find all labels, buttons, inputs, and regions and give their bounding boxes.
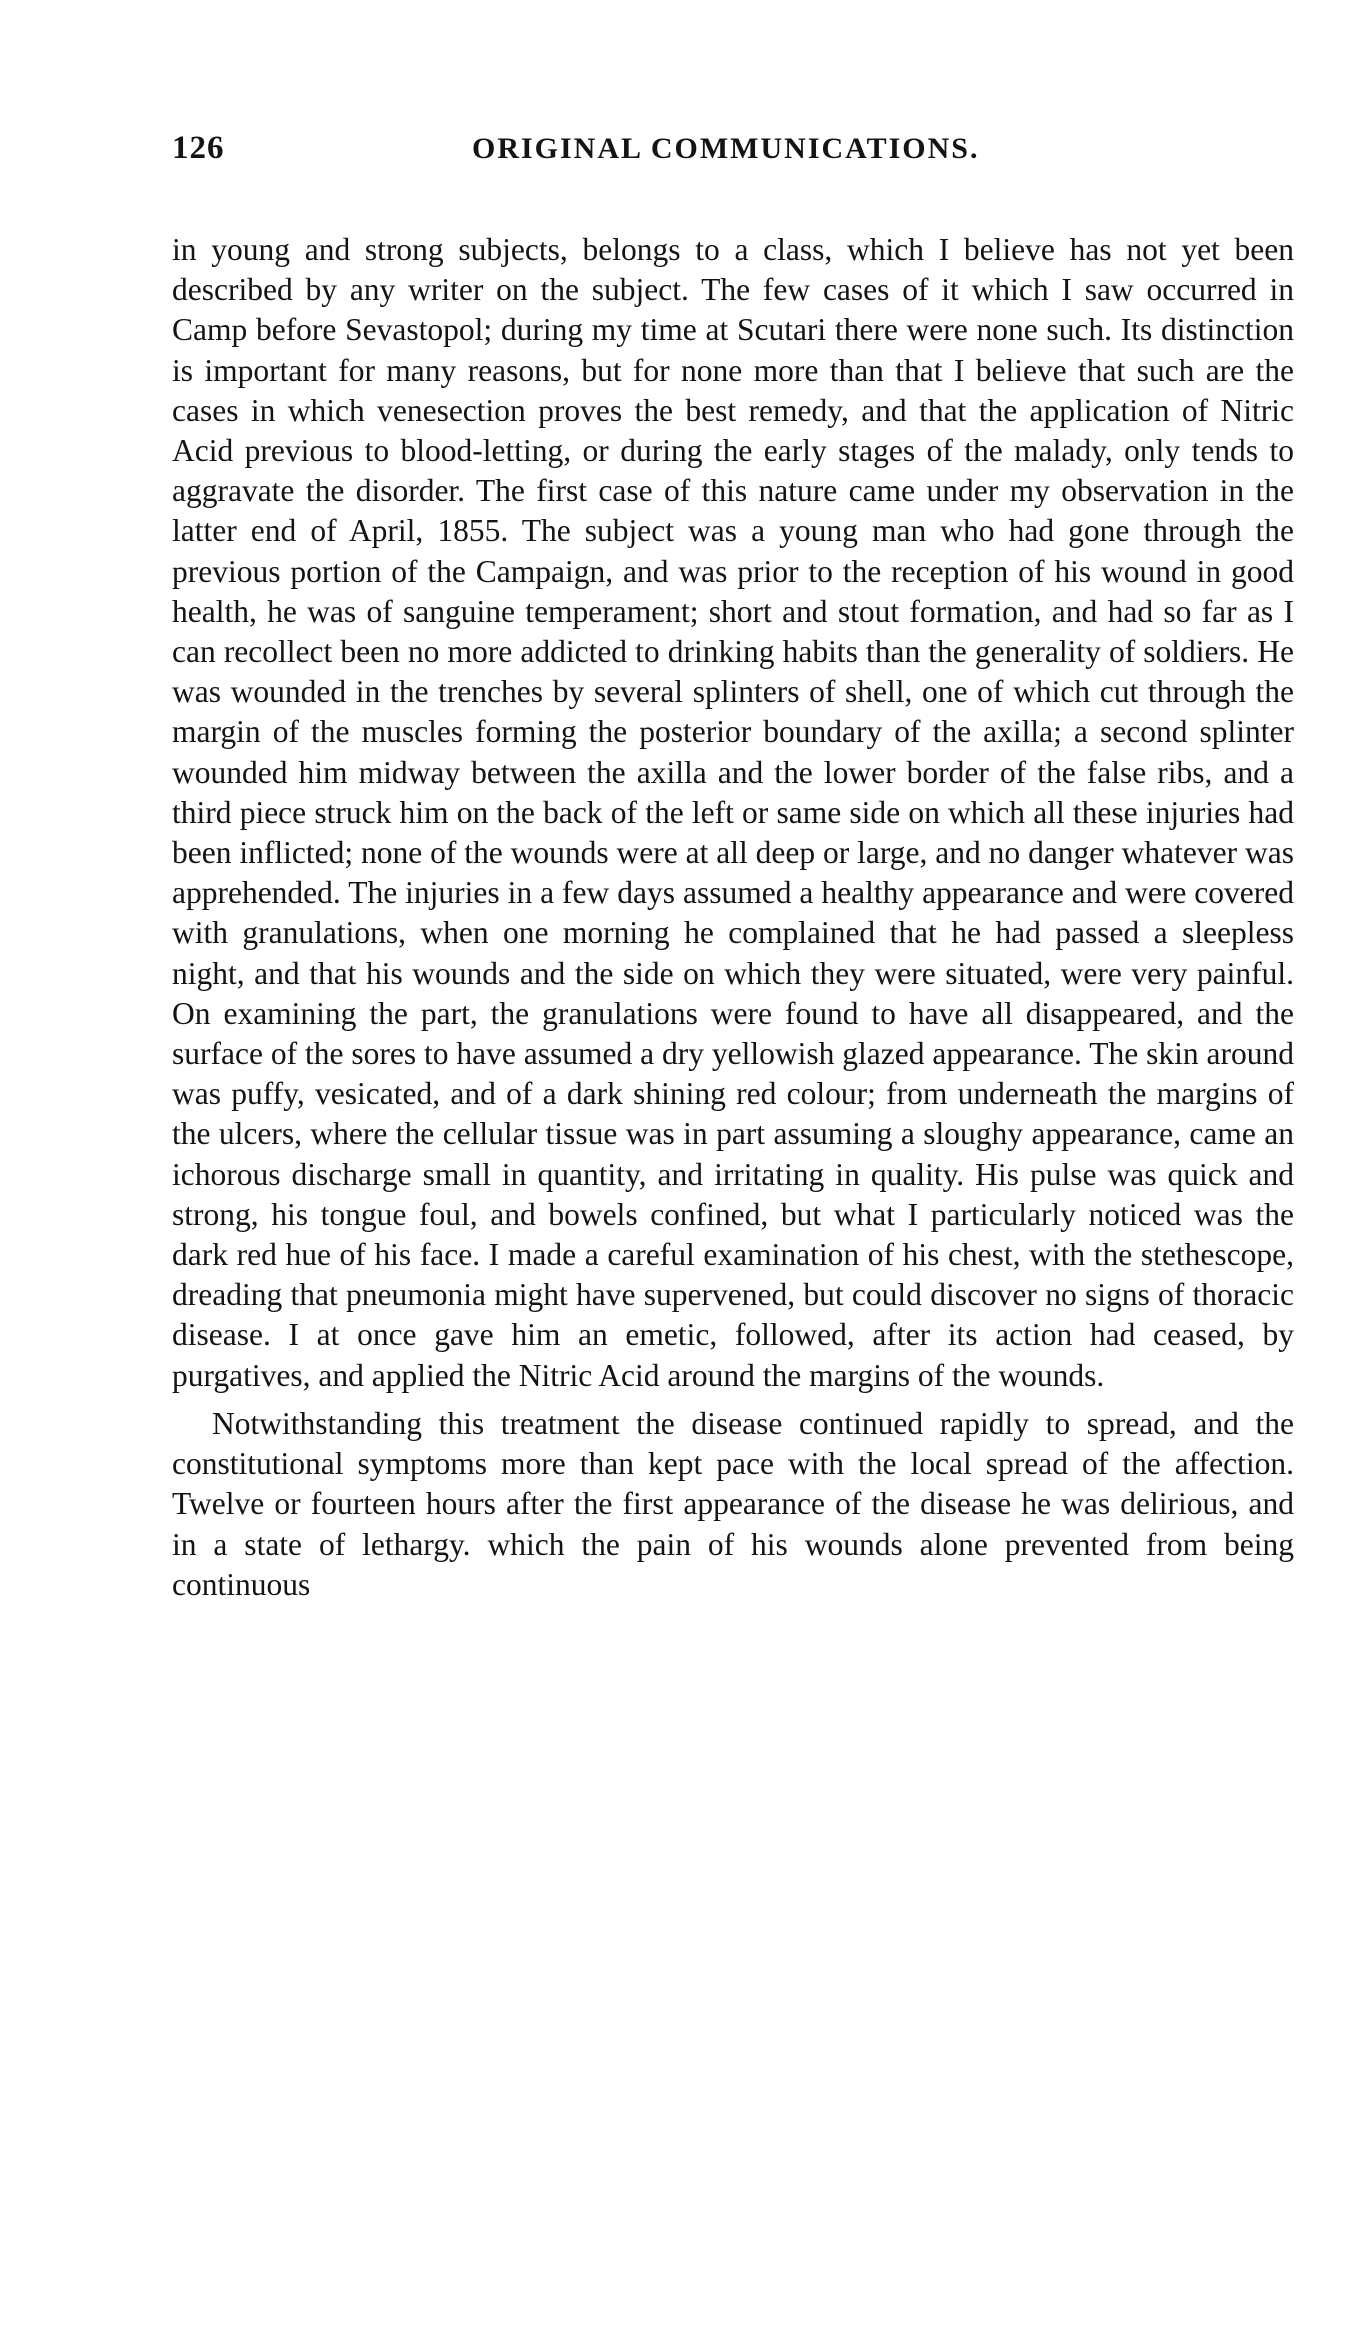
body-text [172, 230, 1294, 1605]
page-number: 126 [172, 130, 225, 166]
paragraph-2: Notwithstanding this treatment the disease continued rapidly to spread, and the constitutional symptoms more than kept pace with the local spread of the affection. Twelve or fourteen hours after the first appearance of the disease he was delirious, and in a state of lethargy. which the pain of his wounds alone prevented from being continuous [172, 1405, 1294, 1602]
paragraph-1: in young and strong subjects, belongs to a class, which I believe has not yet been described by any writer on the subject. The few cases of it which I saw occurred in Camp before Sevastopol; during my time at Scutari there were none such. Its distinction is important for many reasons, but for none more than that I believe that such are the cases in which venesection proves the best remedy, and that the application of Nitric Acid previous to blood-letting, or during the early stages of the malady, only tends to aggravate the disorder. The first case of this nature came under my observation in the latter end of April, 1855. The subject was a young man who had gone through the previous portion of the Campaign, and was prior to the reception of his wound in good health, he was of sanguine temperament; short and stout formation, and had so far as I can recollect been no more addicted to drinking habits than the generality of soldiers. He was wounded in the trenches by several splinters of shell, one of which cut through the margin of the muscles forming the posterior boundary of the axilla; a second splinter wounded him midway between the axilla and the lower border of the false ribs, and a third piece struck him on the back of the left or same side on which all these injuries had been inflicted; none of the wounds were at all deep or large, and no danger whatever was apprehended. The injuries in a few days assumed a healthy appearance and were covered with granulations, when one morning he complained that he had passed a sleepless night, and that his wounds and the side on which they were situated, were very painful. On examining the part, the granulations were found to have all disappeared, and the surface of the sores to have assumed a dry yellowish glazed appearance. The skin around was puffy, vesicated, and of a dark shining red colour; from underneath the margins of the ulcers, where the cellular tissue was in part assuming a sloughy appearance, came an ichorous discharge small in quantity, and irritating in quality. His pulse was quick and strong, his tongue foul, and bowels confined, but what I particularly noticed was the dark red hue of his face. I made a careful examination of his chest, with the stethescope, dreading that pneumonia might have supervened, but could discover no signs of thoracic disease. I at once gave him an emetic, followed, after its action had ceased, by purgatives, and applied the Nitric Acid around the margins of the wounds. [172, 232, 1294, 1393]
running-head [172, 130, 1294, 190]
running-title: ORIGINAL COMMUNICATIONS. [472, 132, 980, 165]
book-page [172, 130, 1294, 1605]
